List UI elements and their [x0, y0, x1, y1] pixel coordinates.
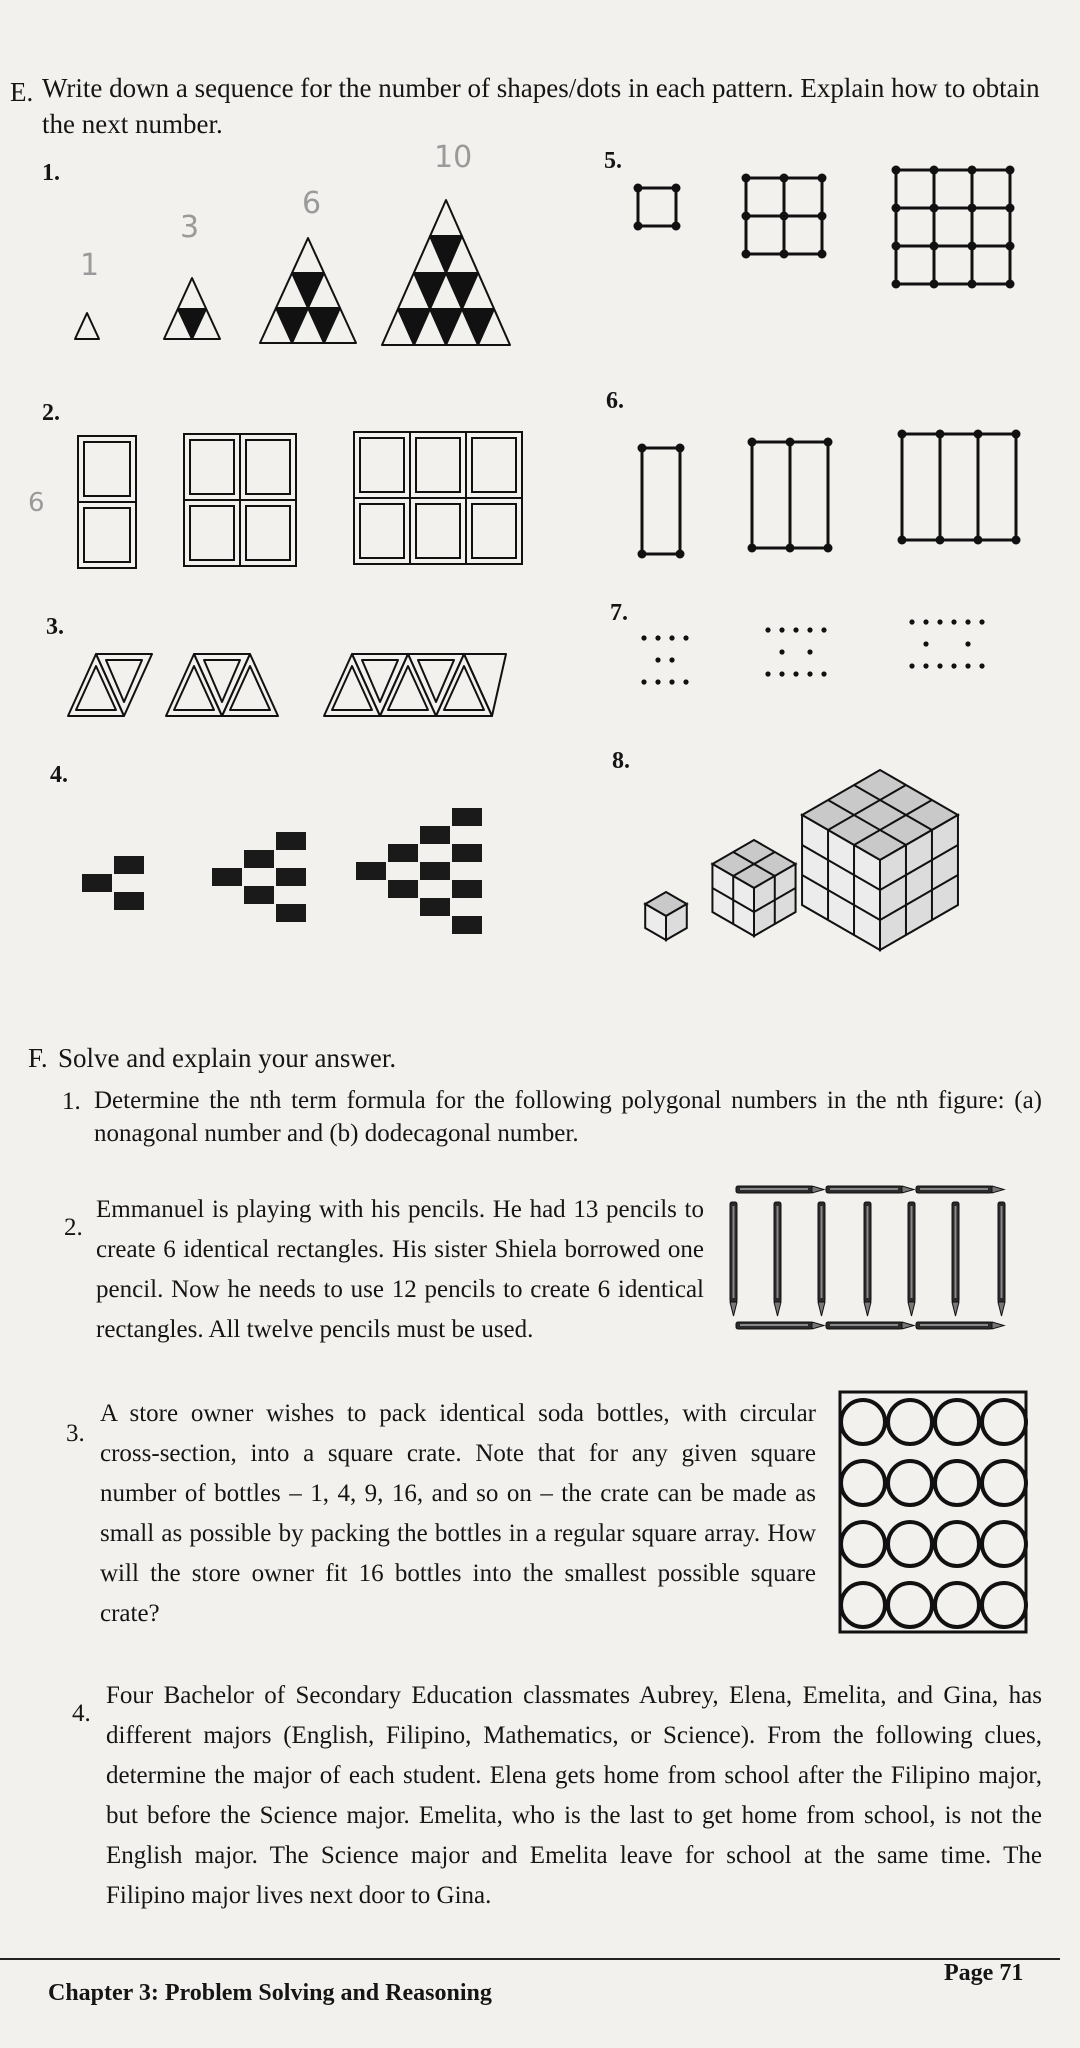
section-f-heading: Solve and explain your answer. — [58, 1043, 397, 1073]
handwritten-3: 3 — [180, 210, 200, 245]
pattern-5-dot-grids — [630, 166, 1020, 336]
handwritten-6-margin: 6 — [28, 488, 45, 518]
pattern-3-triangle-strips — [66, 644, 516, 724]
handwritten-10: 10 — [434, 140, 473, 175]
problem-1-text: Determine the nth term formula for the following polygonal numbers in the nth figure: (a) nonagonal number and (b) dodecagonal number. — [94, 1087, 1042, 1147]
section-f-letter: F. — [28, 1043, 48, 1073]
pencil-rectangles-figure — [730, 1186, 1020, 1336]
bottle-crate-figure — [838, 1390, 1030, 1636]
handwritten-1: 1 — [80, 248, 100, 283]
pattern-2-matchstick-squares — [70, 428, 530, 578]
item-number-4: 4. — [50, 762, 68, 788]
footer-chapter: Chapter 3: Problem Solving and Reasoning — [48, 1980, 492, 2006]
handwritten-6: 6 — [302, 186, 322, 221]
pattern-4-block-stairs — [80, 806, 500, 956]
footer-rule — [0, 1958, 1060, 1960]
problem-4-number: 4. — [72, 1700, 91, 1727]
pattern-8-cubes — [640, 770, 970, 970]
problem-1-number: 1. — [62, 1088, 81, 1115]
item-number-3: 3. — [46, 614, 64, 640]
pattern-1-triangles — [60, 200, 530, 360]
problem-2-text: Emmanuel is playing with his pencils. He had 13 pencils to create 6 identical rectangles. His sister Shiela borrowed one pencil. Now he needs to use 12 pencils to create 6 identical rectangles. All twelve pencils must be used. — [96, 1196, 704, 1343]
section-e-letter: E. — [10, 77, 34, 107]
section-e-instruction: Write down a sequence for the number of shapes/dots in each pattern. Explain how to obtain the next number. — [42, 73, 1040, 139]
problem-2-number: 2. — [64, 1214, 83, 1241]
item-number-7: 7. — [610, 600, 628, 626]
item-number-1: 1. — [42, 160, 60, 186]
problem-3-number: 3. — [66, 1420, 85, 1447]
footer-page: Page 71 — [944, 1960, 1024, 1986]
problem-4-text: Four Bachelor of Secondary Education classmates Aubrey, Elena, Emelita, and Gina, has different majors (English, Filipino, Mathematics, or Science). From the following clues, determine the major of each student. Elena gets home from school after the Filipino major, but before the Science major. Emelita, who is the last to get home from school, is not the English major. The Science major and Emelita leave for school at the same time. The Filipino major lives next door to Gina. — [106, 1682, 1042, 1909]
item-number-8: 8. — [612, 748, 630, 774]
problem-3-text: A store owner wishes to pack identical soda bottles, with circular cross-section, into a square crate. Note that for any given square number of bottles – 1, 4, 9, 16, and so on – the crate can be made as small as possible by packing the bottles in a regular square array. How will the store owner fit 16 bottles into the smallest possible square crate? — [100, 1400, 816, 1627]
pattern-7-dot-frames — [640, 616, 1030, 706]
pattern-6-dot-rectangles — [636, 428, 1026, 558]
item-number-6: 6. — [606, 388, 624, 414]
item-number-5: 5. — [604, 148, 622, 174]
item-number-2: 2. — [42, 400, 60, 426]
